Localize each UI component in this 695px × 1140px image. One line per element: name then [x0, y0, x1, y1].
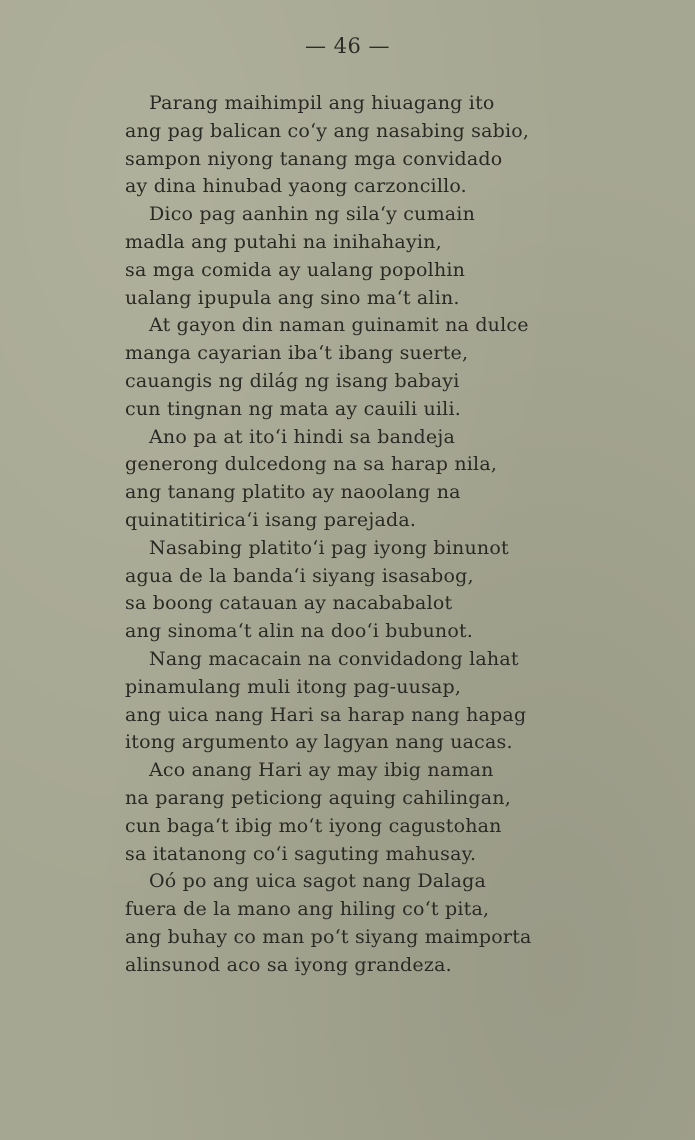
stanza — [125, 757, 655, 868]
poem-line: At gayon din naman guinamit na dulce — [149, 314, 529, 337]
poem-line: itong argumento ay lagyan nang uacas. — [125, 731, 513, 754]
poem-line: Ano pa at ito‘i hindi sa bandeja — [149, 425, 455, 448]
stanza — [125, 424, 655, 535]
poem-line: cun baga‘t ibig mo‘t iyong cagustohan — [125, 814, 502, 837]
poem-body — [125, 90, 655, 980]
poem-line: ang tanang platito ay naoolang na — [125, 481, 461, 504]
stanza — [125, 312, 655, 423]
poem-line: ang sinoma‘t alin na doo‘i bubunot. — [125, 620, 474, 643]
stanza — [125, 868, 655, 979]
poem-line: Parang maihimpil ang hiuagang ito — [149, 92, 495, 114]
poem-line: manga cayarian iba‘t ibang suerte, — [125, 342, 469, 365]
poem-line: ang uica nang Hari sa harap nang hapag — [125, 703, 527, 726]
poem-line: pinamulang muli itong pag-uusap, — [125, 675, 462, 698]
poem-line: Dico pag aanhin ng sila‘y cumain — [149, 203, 476, 226]
poem-line: cauangis ng dilág ng isang babayi — [125, 369, 460, 392]
poem-line: Nang macacain na convidadong lahat — [149, 647, 519, 670]
stanza — [125, 90, 655, 201]
stanza — [125, 535, 655, 646]
stanza — [125, 201, 655, 312]
poem-line: ang buhay co man po‘t siyang maimporta — [125, 925, 532, 948]
poem-line: sa itatanong co‘i saguting mahusay. — [125, 842, 477, 865]
poem-line: ang pag balican co‘y ang nasabing sabio, — [125, 119, 530, 142]
poem-line: Oó po ang uica sagot nang Dalaga — [149, 870, 486, 893]
page-number: — 46 — — [304, 34, 391, 58]
poem-line: alinsunod aco sa iyong grandeza. — [125, 953, 452, 976]
poem-line: Nasabing platito‘i pag iyong binunot — [149, 536, 509, 559]
poem-line: sa mga comida ay ualang popolhin — [125, 258, 466, 281]
poem-line: quinatitirica‘i isang parejada. — [125, 508, 417, 531]
poem-line: ay dina hinubad yaong carzoncillo. — [125, 175, 467, 198]
poem-line: agua de la banda‘i siyang isasabog, — [125, 564, 474, 587]
poem-line: ualang ipupula ang sino ma‘t alin. — [125, 286, 460, 309]
poem-line: Aco anang Hari ay may ibig naman — [149, 759, 494, 782]
poem-line: sampon niyong tanang mga convidado — [125, 147, 503, 170]
poem-line: fuera de la mano ang hiling co‘t pita, — [125, 898, 490, 921]
poem-line: sa boong catauan ay nacababalot — [125, 592, 453, 615]
poem-line: na parang peticiong aquing cahilingan, — [125, 786, 511, 809]
poem-line: generong dulcedong na sa harap nila, — [125, 453, 498, 476]
poem-line: madla ang putahi na inihahayin, — [125, 230, 442, 253]
poem-line: cun tingnan ng mata ay cauili uili. — [125, 397, 461, 420]
stanza — [125, 646, 655, 757]
